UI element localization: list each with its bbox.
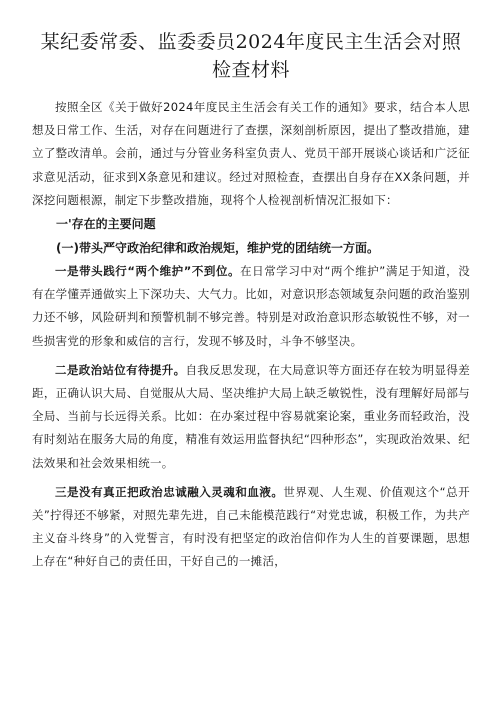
problem-item-1-lead: 一是带头践行“两个维护”不到位。	[55, 264, 241, 279]
problem-item-3-lead: 三是没有真正把政治忠诚融入灵魂和血液。	[55, 484, 284, 499]
section-heading-main-problems: 一'存在的主要问题	[56, 217, 156, 232]
problem-item-2-lead: 二是政治站位有待提升。	[55, 362, 186, 377]
subsection-heading-political-discipline: (一)带头严守政治纪律和政治规矩，维护党的团结统一方面。	[56, 241, 379, 256]
problem-item-3	[32, 481, 470, 574]
problem-item-1	[32, 260, 470, 353]
document-title: 某纪委常委、监委委员2024年度民主生活会对照检查材料	[40, 31, 462, 81]
problem-item-3-text: 世界观、人生观、价值观这个“总开关”拧得还不够紧，对照先辈先进，自己未能模范践行“对党忠诚，积极工作，为共产主义奋斗终身”的入党誓言，有时没有把坚定的政治信仰作为人生的首要课题，思想上存在“种好自己的责任田，干好自己的一摊活，	[32, 484, 470, 569]
problem-item-2	[32, 359, 470, 475]
problem-item-1-text: 在日常学习中对“两个维护”满足于知道，没有在学懂弄通做实上下深功夫、大气力。比如，对意识形态领域复杂问题的政治鉴别力还不够，风险研判和预警机制不够完善。特别是对政治意识形态敏锐性不够，对一些损害党的形象和威信的言行，发现不够及时，斗争不够坚决。	[32, 264, 470, 348]
problem-item-2-text: 自我反思发现，在大局意识等方面还存在较为明显得差距，正确认识大局、自觉服从大局、坚决维护大局上缺乏敏锐性，没有理解好局部与全局、当前与长远得关系。比如：在办案过程中容易就案论案，重业务而轻政治，没有时刻站在服务大局的角度，精准有效运用监督执纪“四种形态”，实现政治效果、纪法效果和社会效果相统一。	[32, 362, 470, 470]
intro-paragraph: 按照全区《关于做好2024年度民主生活会有关工作的通知》要求，结合本人思想及日常工作、生活，对存在问题进行了查摆，深刻剖析原因，提出了整改措施，建立了整改清单。会前，通过与分管业务科室负责人、党员干部开展谈心谈话和广泛征求意见活动，征求到X条意见和建议。经过对照检查，查摆出自身存在XX条问题，并深挖问题根源，制定下步整改措施，现将个人检视剖析情况汇报如下：	[32, 100, 470, 207]
